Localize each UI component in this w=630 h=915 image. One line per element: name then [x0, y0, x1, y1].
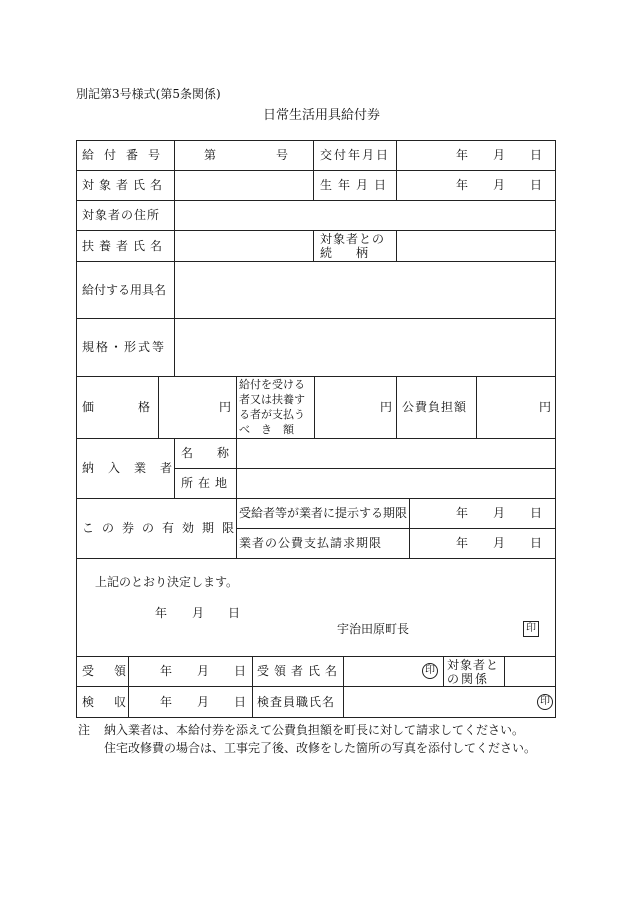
label-relation-line-2: 続 柄 [320, 246, 369, 260]
decision-day: 日 [228, 606, 241, 620]
form-title: 日常生活用具給付券 [263, 108, 381, 123]
issue-date-day: 日 [530, 148, 543, 162]
label-inspector-name: 検査員職氏名 [257, 694, 336, 709]
mayor-seal-icon: 印 [523, 621, 539, 637]
label-equipment-name: 給付する用具名 [82, 282, 167, 297]
note-line-1: 納入業者は、本給付券を添えて公費負担額を町長に対して請求してください。 [104, 723, 525, 737]
payer-line-1: 給付を受ける [239, 378, 305, 391]
payer-line-2: 者又は扶養す [239, 393, 305, 406]
label-benefit-number: 給付番号 [82, 148, 171, 162]
receipt-month: 月 [197, 664, 210, 678]
inspection-day: 日 [234, 694, 247, 709]
label-receipt: 受 領 [82, 664, 131, 678]
birth-date-month: 月 [493, 178, 506, 192]
label-specification: 規格・形式等 [82, 340, 167, 354]
claim-deadline-year: 年 [456, 536, 469, 550]
issue-date-year: 年 [456, 148, 469, 162]
inspector-seal-icon: 印 [537, 694, 553, 710]
receipt-day: 日 [234, 664, 247, 678]
claim-deadline-day: 日 [530, 536, 543, 550]
decision-year: 年 [155, 606, 168, 620]
label-subject-address: 対象者の住所 [82, 208, 161, 222]
label-price-text: 価格 [82, 400, 195, 414]
issue-date-month: 月 [493, 148, 506, 162]
present-deadline-day: 日 [530, 506, 543, 520]
birth-date-year: 年 [456, 178, 469, 192]
receipt-year: 年 [160, 664, 173, 678]
payer-line-4: べ き 額 [239, 423, 294, 436]
label-claim-deadline: 業者の公費支払請求期限 [239, 536, 383, 550]
payer-unit: 円 [380, 400, 393, 414]
label-public-burden: 公費負担額 [402, 400, 468, 414]
public-burden-unit: 円 [539, 400, 552, 414]
number-prefix: 第 [204, 148, 217, 162]
payer-line-3: る者が支払う [239, 408, 305, 421]
label-relation-line-a: 対象者と [447, 658, 500, 672]
form-reference: 別記第3号様式(第5条関係) [76, 87, 221, 101]
decision-month: 月 [192, 606, 205, 620]
label-supplier-name: 名 称 [181, 446, 230, 460]
present-deadline-month: 月 [493, 506, 506, 520]
label-validity-period: この券の有効期限 [82, 521, 243, 535]
label-supplier-address: 所在地 [181, 476, 233, 490]
receiver-seal-icon: 印 [422, 663, 438, 679]
number-suffix: 号 [276, 148, 289, 162]
label-supplier: 納入業者 [82, 461, 187, 475]
label-relation-line-1: 対象者との [320, 232, 386, 246]
label-price [82, 376, 195, 438]
signer-title: 宇治田原町長 [337, 622, 410, 636]
label-receiver-name: 受領者氏名 [257, 664, 343, 678]
birth-date-day: 日 [530, 178, 543, 192]
note-prefix: 注 [78, 723, 91, 737]
inspection-month: 月 [197, 694, 210, 709]
present-deadline-year: 年 [456, 506, 469, 520]
label-relation-line-b: の関係 [447, 672, 490, 686]
note-line-2: 住宅改修費の場合は、工事完了後、改修をした箇所の写真を添付してください。 [104, 741, 537, 755]
decision-text: 上記のとおり決定します。 [95, 575, 239, 589]
claim-deadline-month: 月 [493, 536, 506, 550]
label-inspection: 検 収 [82, 694, 131, 709]
label-issue-date: 交付年月日 [320, 148, 391, 162]
label-supporter-name: 扶養者氏名 [82, 238, 168, 253]
label-payer-amount [239, 377, 305, 437]
label-subject-name: 対象者氏名 [82, 178, 168, 192]
inspection-year: 年 [160, 694, 173, 709]
label-birth-date: 生年月日 [320, 178, 393, 192]
label-present-deadline: 受給者等が業者に提示する期限 [239, 506, 408, 520]
price-unit: 円 [219, 400, 232, 414]
